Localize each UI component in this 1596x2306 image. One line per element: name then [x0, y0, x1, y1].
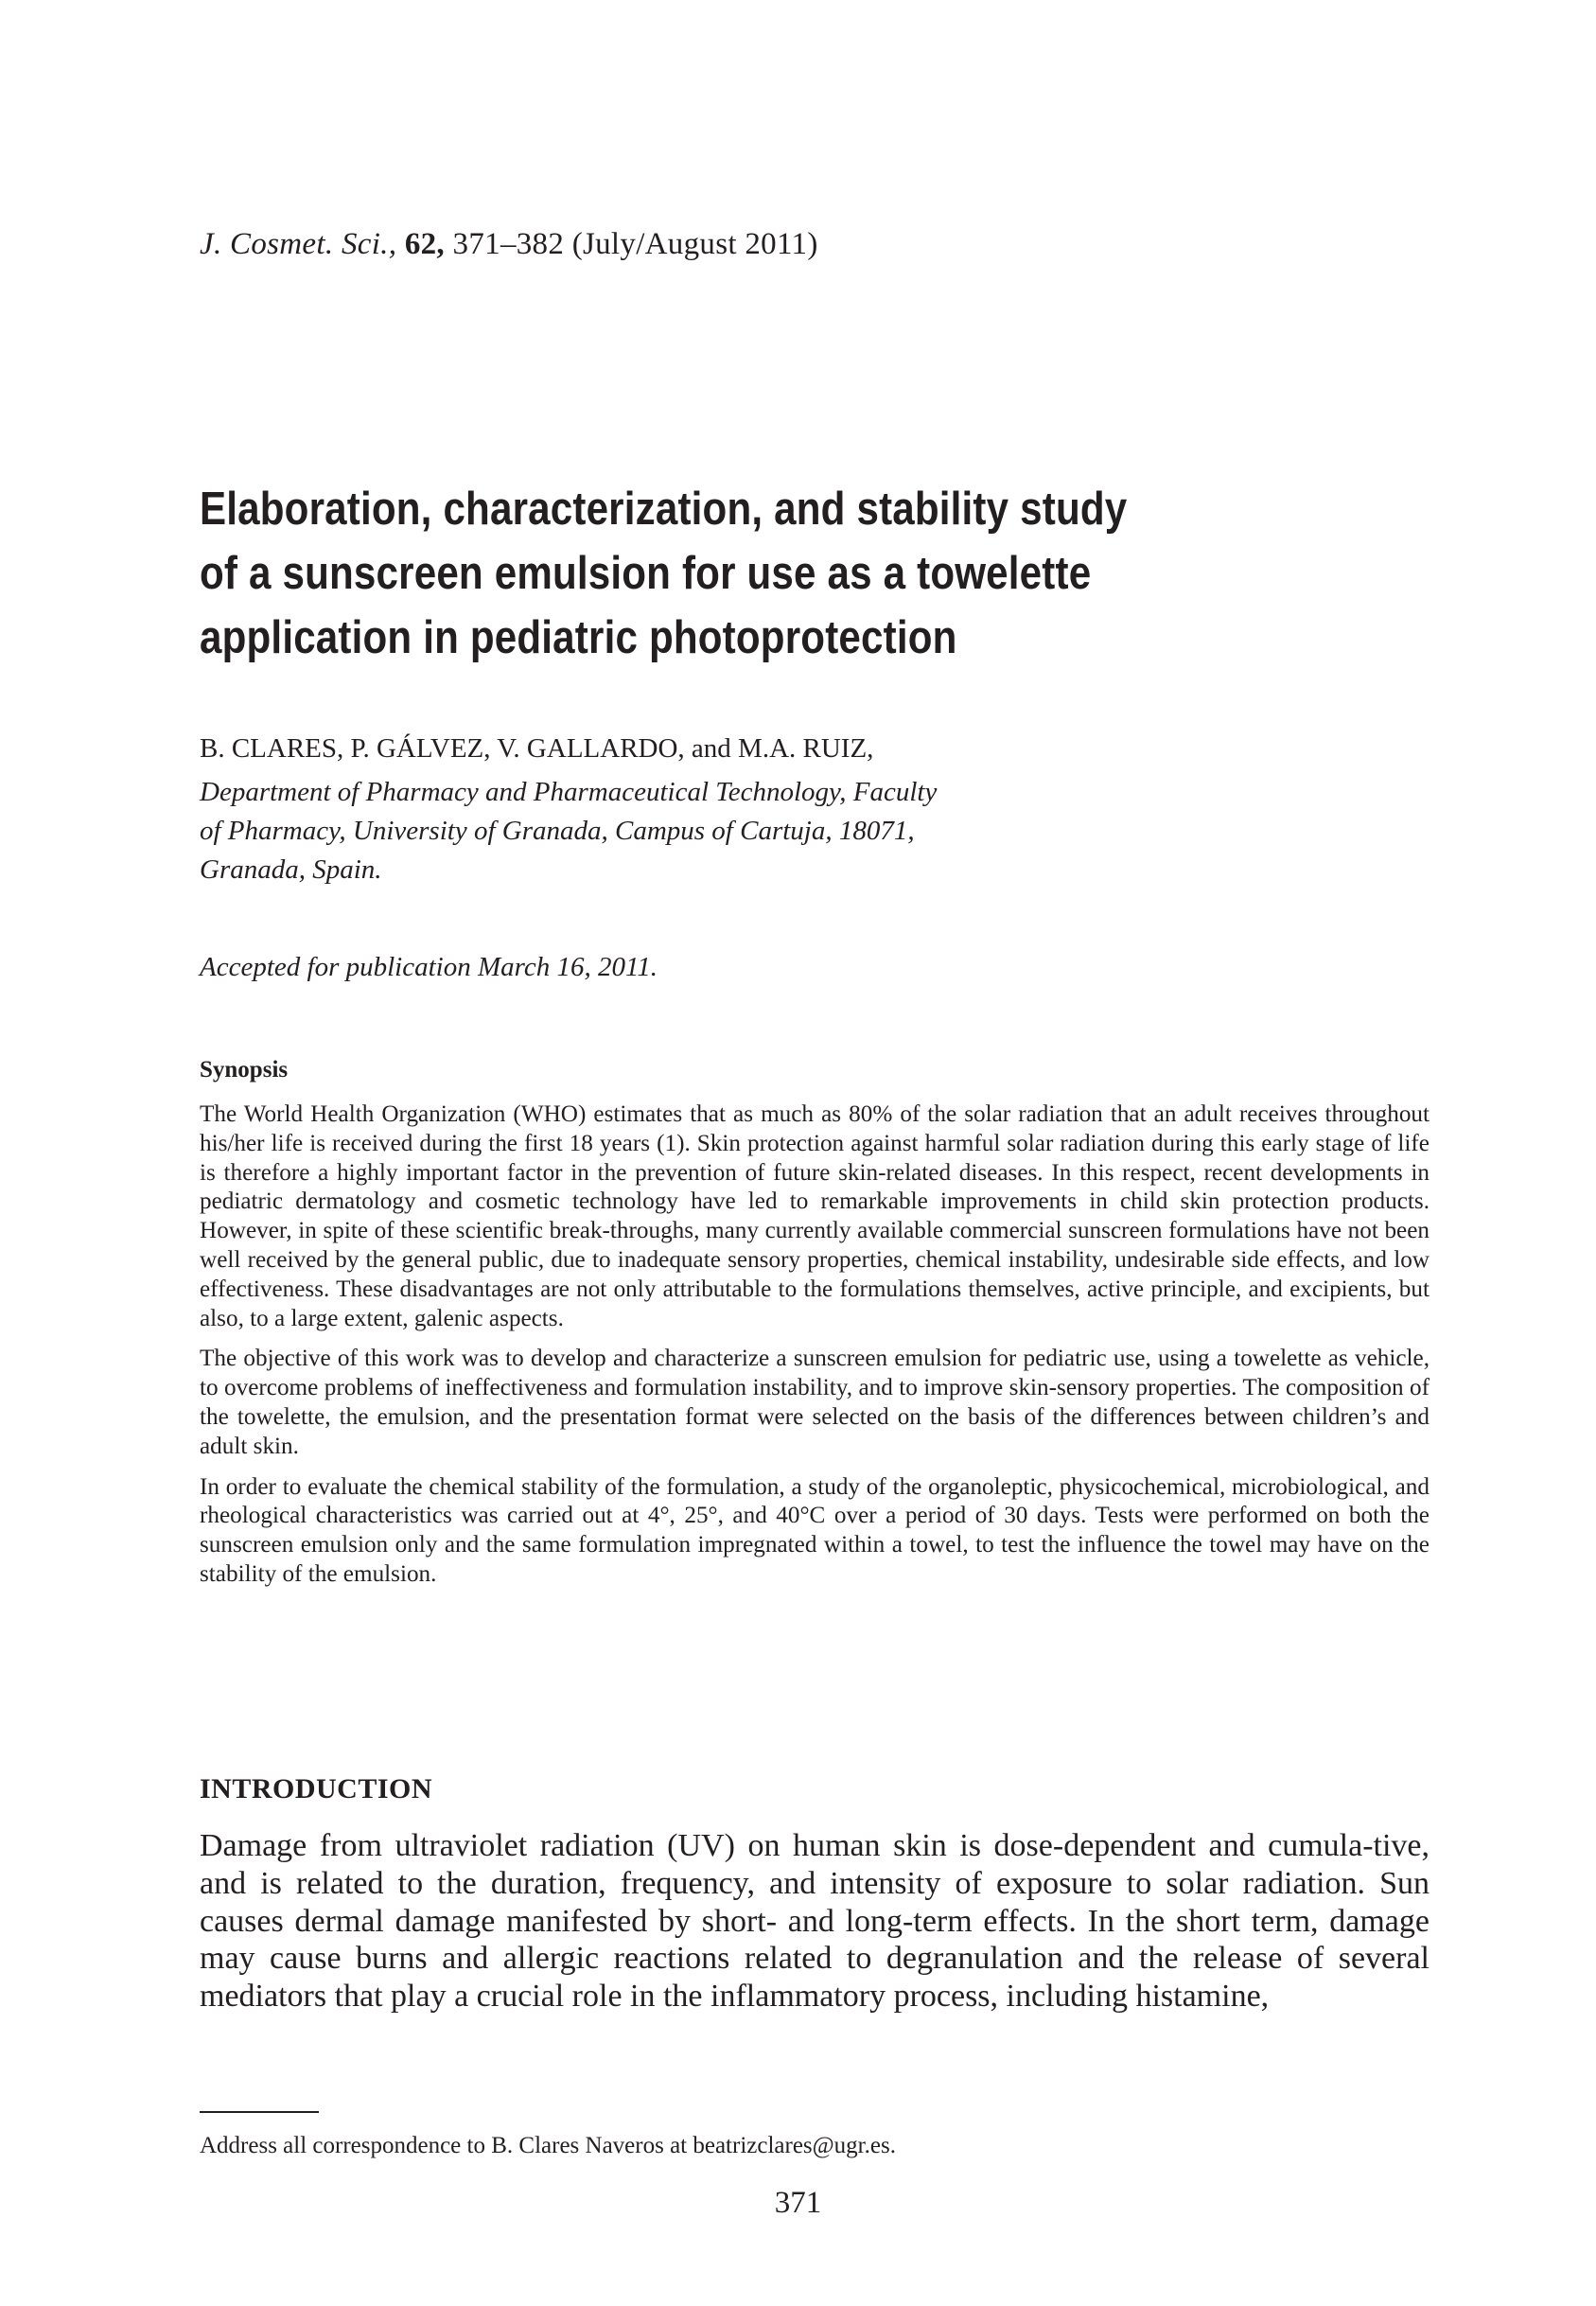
synopsis-paragraph: The World Health Organization (WHO) estimates that as much as 80% of the solar radiation that an adult receives throughout his/her life is received during the first 18 years (1). Skin protection against harmful solar radiation during this early stage of life is therefore a highly important factor in the prevention of future skin-related diseases. In this respect, recent developments in pediatric dermatology and cosmetic technology have led to remarkable improvements in child skin protection products. However, in spite of these scientific break-throughs, many currently available commercial sunscreen formulations have not been well received by the general public, due to inadequate sensory properties, chemical instability, undesirable side effects, and low effectiveness. These disadvantages are not only attributable to the formulations themselves, active principle, and excipients, but also, to a large extent, galenic aspects. — [200, 1101, 1429, 1331]
correspondence-footnote: Address all correspondence to B. Clares Naveros at beatrizclares@ugr.es. — [200, 2133, 896, 2158]
title-line: application in pediatric photoprotection — [200, 612, 957, 663]
article-title — [200, 477, 1257, 670]
page-number: 371 — [774, 2186, 822, 2220]
accepted-date: Accepted for publication March 16, 2011. — [200, 952, 658, 982]
affiliation-line: Department of Pharmacy and Pharmaceutical Technology, Faculty — [200, 777, 938, 807]
synopsis-body — [200, 1100, 1429, 1601]
title-line: of a sunscreen emulsion for use as a towelette — [200, 548, 1092, 599]
affiliation-line: Granada, Spain. — [200, 854, 382, 885]
journal-pages-date: 371–382 (July/August 2011) — [452, 227, 818, 261]
journal-name: J. Cosmet. Sci., — [200, 227, 397, 261]
running-head — [200, 227, 818, 262]
synopsis-paragraph: The objective of this work was to develop and characterize a sunscreen emulsion for pediatric use, using a towelette as vehicle, to overcome problems of ineffectiveness and formulation instability, and to improve skin-sensory properties. The composition of the towelette, the emulsion, and the presentation format were selected on the basis of the differences between children’s and adult skin. — [200, 1346, 1429, 1459]
synopsis-paragraph: In order to evaluate the chemical stability of the formulation, a study of the organoleptic, physicochemical, microbiological, and rheological characteristics was carried out at 4°, 25°, and 40°C over a period of 30 days. Tests were performed on both the sunscreen emulsion only and the same formulation impregnated within a towel, to test the influence the towel may have on the stability of the emulsion. — [200, 1473, 1429, 1587]
affiliation-line: of Pharmacy, University of Granada, Campus of Cartuja, 18071, — [200, 816, 915, 846]
author-affiliation — [200, 773, 1051, 889]
title-line: Elaboration, characterization, and stability study — [200, 484, 1128, 535]
journal-volume: 62, — [404, 227, 445, 261]
footnote-divider — [200, 2111, 319, 2113]
synopsis-heading: Synopsis — [200, 1057, 289, 1083]
introduction-heading: INTRODUCTION — [200, 1773, 433, 1804]
author-list: B. CLARES, P. GÁLVEZ, V. GALLARDO, and M.A. RUIZ, — [200, 733, 874, 764]
introduction-paragraph: Damage from ultraviolet radiation (UV) on human skin is dose-dependent and cumula-tive, and is related to the duration, frequency, and intensity of exposure to solar radiation. Sun causes dermal damage manifested by short- and long-term effects. In the short term, damage may cause burns and allergic reactions related to degranulation and the release of several mediators that play a crucial role in the inflammatory process, including histamine, — [200, 1828, 1429, 2015]
introduction-body — [200, 1827, 1429, 2016]
